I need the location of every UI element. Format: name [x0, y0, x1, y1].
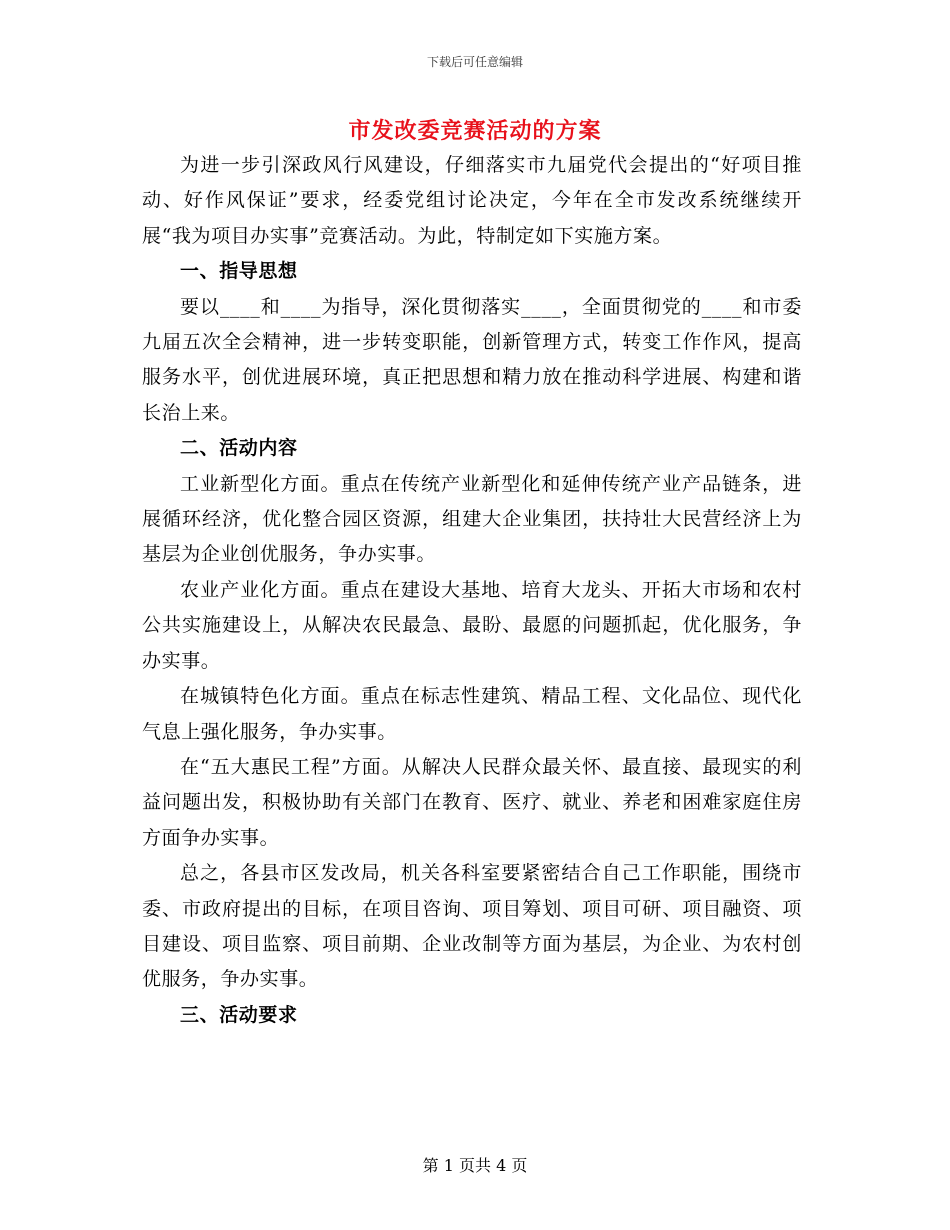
activity-content-paragraph-agriculture: 农业产业化方面。重点在建设大基地、培育大龙头、开拓大市场和农村公共实施建设上，从解决农民最急、最盼、最愿的问题抓起，优化服务，争办实事。	[142, 578, 802, 672]
document-title: 市发改委竞赛活动的方案	[348, 118, 602, 144]
section-heading-guiding-thought: 一、指导思想	[180, 260, 298, 283]
activity-content-paragraph-welfare: 在“五大惠民工程”方面。从解决人民群众最关怀、最直接、最现实的利益问题出发，积极协助有关部门在教育、医疗、就业、养老和困难家庭住房方面争办实事。	[142, 755, 802, 849]
section-heading-activity-requirements: 三、活动要求	[180, 1003, 298, 1026]
page-header-note: 下载后可任意编辑	[426, 55, 523, 69]
document-body	[142, 148, 802, 1033]
section-heading-activity-content: 二、活动内容	[180, 437, 298, 460]
page-number-footer: 第 1 页共 4 页	[422, 1156, 528, 1175]
intro-paragraph: 为进一步引深政风行风建设，仔细落实市九届党代会提出的“好项目推动、好作风保证”要求，经委党组讨论决定，今年在全市发改系统继续开展“我为项目办实事”竞赛活动。为此，特制定如下实施方案。	[142, 154, 802, 247]
guiding-thought-paragraph: 要以____和____为指导，深化贯彻落实____，全面贯彻党的____和市委九届五次全会精神，进一步转变职能，创新管理方式，转变工作作风，提高服务水平，创优进展环境，真正把思想和精力放在推动科学进展、构建和谐长治上来。	[142, 295, 802, 424]
activity-content-paragraph-industry: 工业新型化方面。重点在传统产业新型化和延伸传统产业产品链条，进展循环经济，优化整合园区资源，组建大企业集团，扶持壮大民营经济上为基层为企业创优服务，争办实事。	[142, 472, 802, 566]
activity-content-paragraph-summary: 总之，各县市区发改局，机关各科室要紧密结合自己工作职能，围绕市委、市政府提出的目标，在项目咨询、项目筹划、项目可研、项目融资、项目建设、项目监察、项目前期、企业改制等方面为基层，为企业、为农村创优服务，争办实事。	[142, 862, 802, 991]
activity-content-paragraph-urban: 在城镇特色化方面。重点在标志性建筑、精品工程、文化品位、现代化气息上强化服务，争办实事。	[142, 685, 802, 743]
